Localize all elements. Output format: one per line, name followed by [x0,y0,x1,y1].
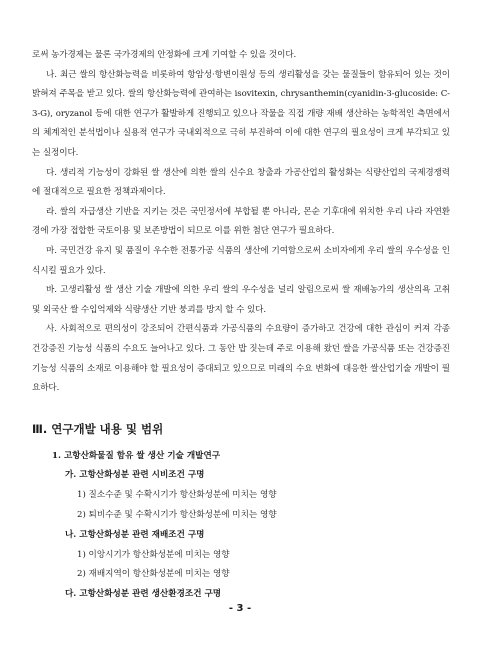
outline-list [32,447,450,605]
paragraph: 마. 국민건강 유지 및 품질이 우수한 전통가공 식품의 생산에 기여함으로써 소비자에게 우리 쌀의 우수성을 인식시킬 필요가 있다. [32,245,450,276]
outline-item-level-3: 2) 퇴비수준 및 수확시기가 항산화성분에 미치는 영향 [77,510,277,521]
body-text [32,46,450,399]
paragraph: 사. 사회적으로 편의성이 강조되어 간편식품과 가공식품의 수요량이 증가하고 건강에 대한 관심이 커져 각종 건강증진 기능성 식품의 수요도 늘어나고 있다. 그 동안 밥 짓는데 주로 이용해 왔던 쌀을 가공식품 또는 건강증진 기능성 식품의 소재로 이용해야 할 필요성이 증대되고 있으므로 미래의 수요 변화에 대응한 쌀산업기술 개발이 필요하다. [32,324,450,394]
paragraph: 바. 고생리활성 쌀 생산 기술 개발에 의한 우리 쌀의 우수성을 널리 알림으로써 쌀 재배농가의 생산의욕 고취 및 외국산 쌀 수입억제와 식량생산 기반 붕괴를 방지 할 수 있다. [32,285,450,315]
paragraph: 라. 쌀의 자급생산 기반을 지키는 것은 국민정서에 부합될 뿐 아니라, 몬순 기후대에 위치한 우리 나라 자연환경에 가장 접합한 국토이용 및 보존방법이 되므로 이를 위한 첨단 연구가 필요하다. [32,206,450,237]
paragraph: 다. 생리적 기능성이 강화된 쌀 생산에 의한 쌀의 신수요 창출과 가공산업의 활성화는 식량산업의 국제경쟁력에 절대적으로 필요한 정책과제이다. [32,167,450,198]
paragraph: 로써 농가경제는 물론 국가경제의 안정화에 크게 기여할 수 있을 것이다. [32,50,297,60]
paragraph: 나. 최근 쌀의 항산화능력을 비롯하여 항암성·항변이원성 등의 생리활성을 갖는 물질들이 함유되어 있는 것이 밝혀져 주목을 받고 있다. 쌀의 항산화능력에 관여하는 isovitexin, chrysanthemin(cyanidin-3-glucoside: C-3-G), oryzanol 등에 대한 연구가 활발하게 진행되고 있으나 작물을 직접 개량 재배 생산하는 농학적인 측면에서의 체계적인 분석법이나 실용적 연구가 국내외적으로 극히 부진하여 이에 대한 연구의 필요성이 크게 부각되고 있는 실정이다. [32,69,450,158]
outline-item-level-1: 1. 고항산화물질 함유 쌀 생산 기술 개발연구 [52,450,221,461]
outline-item-level-2: 가. 고항산화성분 관련 시비조건 구명 [65,470,205,481]
page-number: - 3 - [228,603,252,614]
outline-item-level-3: 1) 질소수준 및 수확시기가 항산화성분에 미치는 영향 [77,490,277,501]
outline-item-level-2: 다. 고항산화성분 관련 생산환경조건 구명 [65,589,222,600]
outline-item-level-3: 1) 이앙시기가 항산화성분에 미치는 영향 [77,549,230,560]
outline-item-level-2: 나. 고항산화성분 관련 재배조건 구명 [65,529,205,540]
outline-item-level-3: 2) 재배지역이 항산화성분에 미치는 영향 [77,569,230,580]
section-title: Ⅲ. 연구개발 내용 및 범위 [32,421,164,436]
